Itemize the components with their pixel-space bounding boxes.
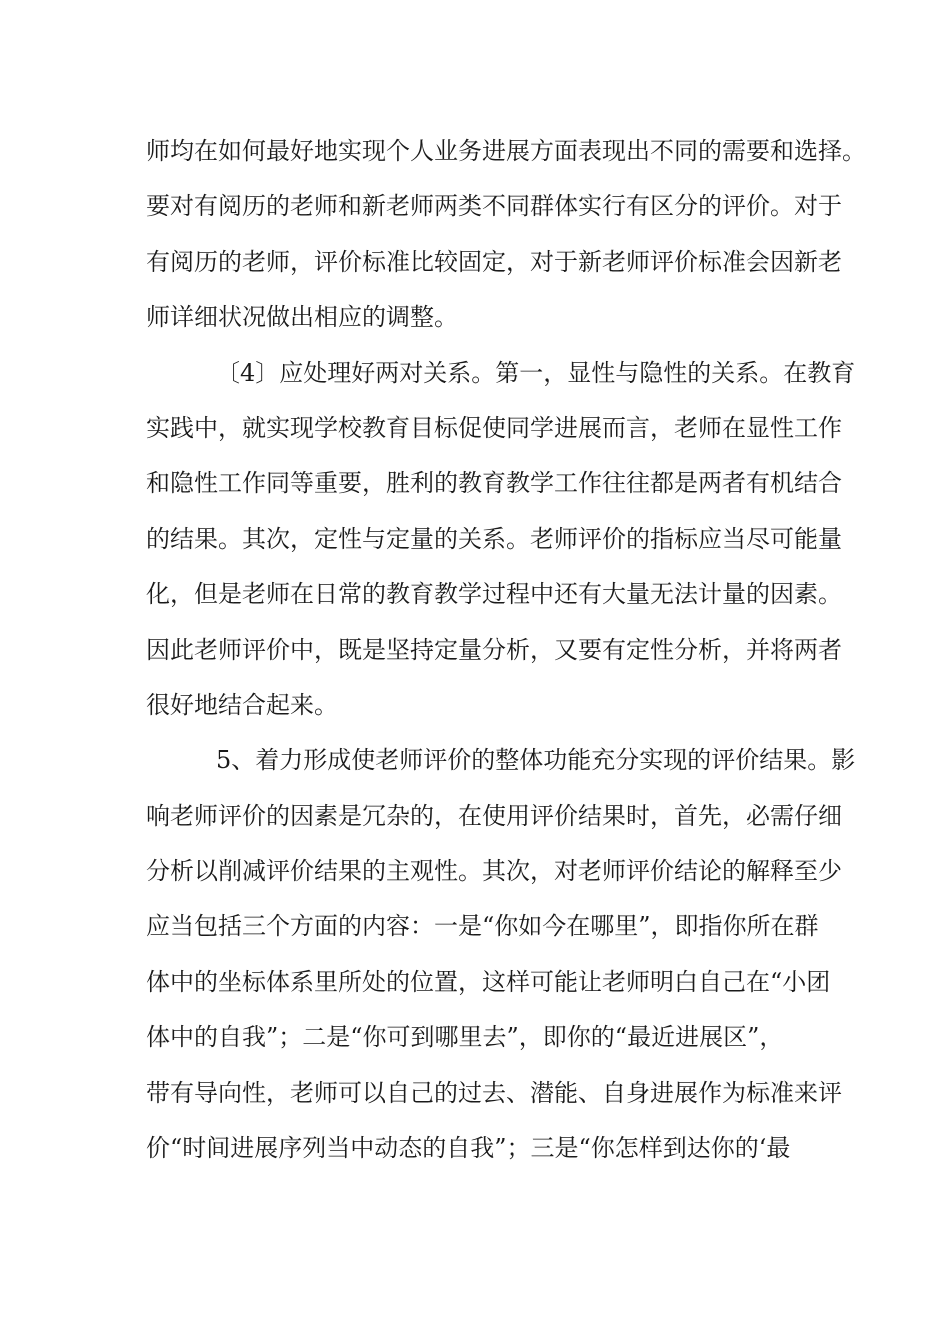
text-line: 实践中，就实现学校教育目标促使同学进展而言，老师在显性工作: [146, 413, 842, 442]
text-line: 化，但是老师在日常的教育教学过程中还有大量无法计量的因素。: [146, 580, 842, 609]
text-line: 的结果。其次，定性与定量的关系。老师评价的指标应当尽可能量: [146, 524, 842, 553]
text-line: 应当包括三个方面的内容：一是“你如今在哪里”，即指你所在群: [146, 912, 819, 941]
text-line: 要对有阅历的老师和新老师两类不同群体实行有区分的评价。对于: [146, 192, 842, 221]
text-line: 体中的自我”；二是“你可到哪里去”，即你的“最近进展区”，: [146, 1023, 784, 1052]
text-line: 带有导向性，老师可以自己的过去、潜能、自身进展作为标准来评: [146, 1078, 842, 1107]
text-line: 师详细状况做出相应的调整。: [146, 303, 458, 332]
text-line: 响老师评价的因素是冗杂的，在使用评价结果时，首先，必需仔细: [146, 801, 842, 830]
text-line: 师均在如何最好地实现个人业务进展方面表现出不同的需要和选择。: [146, 137, 866, 165]
text-line: 因此老师评价中，既是坚持定量分析，又要有定性分析，并将两者: [146, 635, 842, 664]
text-line: 价“时间进展序列当中动态的自我”；三是“你怎样到达你的‘最: [146, 1134, 791, 1163]
text-line: 和隐性工作同等重要，胜利的教育教学工作往往都是两者有机结合: [146, 469, 842, 498]
text-line: 有阅历的老师，评价标准比较固定，对于新老师评价标准会因新老: [146, 247, 842, 276]
text-line: 分析以削减评价结果的主观性。其次，对老师评价结论的解释至少: [146, 857, 842, 886]
text-line: 体中的坐标体系里所处的位置，这样可能让老师明白自己在“小团: [146, 967, 831, 996]
paragraph-start-line: 5、着力形成使老师评价的整体功能充分实现的评价结果。影: [216, 746, 856, 775]
body-text: [146, 124, 866, 1176]
paragraph-start-line: 〔4〕应处理好两对关系。第一，显性与隐性的关系。在教育: [216, 358, 856, 387]
text-line: 很好地结合起来。: [146, 690, 338, 719]
